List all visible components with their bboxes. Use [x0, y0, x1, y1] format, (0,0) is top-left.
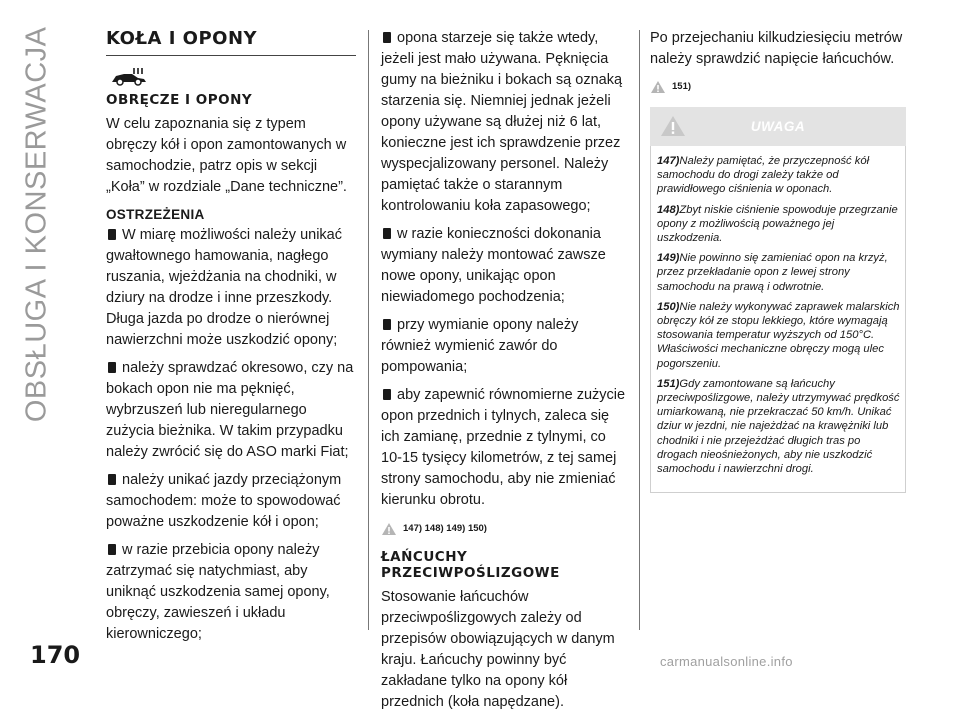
warning-item: 150)Nie należy wykonywać zaprawek malarskich obręczy kół ze stopu lekkiego, które wymagają stosowania temperatur wyższych od 150°C. Właściwości mechaniczne obręczy mogą ulec pogorszeniu. [657, 300, 900, 370]
warning-title: UWAGA [750, 119, 806, 134]
list-item: należy sprawdzać okresowo, czy na bokach opon nie ma pęknięć, wybrzuszeń lub nieregularnego zużycia bieżnika. W takim przypadku należy zwrócić się do ASO marki Fiat; [106, 360, 354, 460]
chapter-title: OBSŁUGA I KONSERWACJA [20, 26, 53, 423]
bullet-icon [383, 319, 391, 330]
warning-reference [650, 76, 906, 97]
subsection-title: ŁAŃCUCHY PRZECIWPOŚLIZGOWE [381, 549, 560, 581]
chapter-sidebar [14, 15, 54, 625]
column-1 [106, 28, 356, 652]
warning-triangle-icon [660, 115, 686, 137]
bullet-icon [108, 474, 116, 485]
page-number: 170 [30, 641, 81, 669]
reference-number: 151) [672, 81, 692, 92]
chains-tension-paragraph: Po przejechaniu kilkudziesięciu metrów należy sprawdzić napięcie łańcuchów. [650, 30, 903, 67]
bullet-icon [383, 389, 391, 400]
column-divider [368, 30, 369, 630]
list-item: aby zapewnić równomierne zużycie opon przednich i tylnych, zaleca się ich zamianę, przednie z tylnymi, co 10-15 tysięcy kilometrów, z tej samej strony samochodu, aby nie zmieniać kierunku obrotu. [381, 387, 626, 508]
car-service-icon [110, 66, 150, 86]
warning-reference [381, 518, 629, 539]
warning-item: 147)Należy pamiętać, że przyczepność kół samochodu do drogi zależy także od prawidłowego ciśnienia w oponach. [657, 155, 870, 196]
bullet-icon [383, 228, 391, 239]
subsection-title: OBRĘCZE I OPONY [106, 92, 253, 108]
reference-numbers: 147) 148) 149) 150) [403, 523, 487, 534]
warning-triangle-icon [650, 80, 666, 94]
list-item: należy unikać jazdy przeciążonym samochodem: może to spowodować poważne uszkodzenie kół i opon; [106, 472, 342, 530]
column-3 [650, 28, 906, 493]
list-item: w razie konieczności dokonania wymiany należy montować zawsze nowe opony, unikając opon niewiadomego pochodzenia; [381, 226, 606, 305]
list-item: w razie przebicia opony należy zatrzymać się natychmiast, aby uniknąć uszkodzenia samej opony, obręczy, zawieszeń i układu kierowniczego; [106, 542, 330, 642]
warning-item: 148)Zbyt niskie ciśnienie spowoduje przegrzanie opony z możliwością poważnego jej uszkodzenia. [657, 203, 898, 245]
warnings-label: OSTRZEŻENIA [106, 207, 205, 222]
column-2 [381, 28, 629, 719]
chains-paragraph: Stosowanie łańcuchów przeciwpoślizgowych zależy od przepisów obowiązujących w danym kraju. Łańcuchy powinny być zakładane tylko na opony kół przednich (koła napędzane). [381, 589, 615, 710]
list-item: W miarę możliwości należy unikać gwałtownego hamowania, nagłego ruszania, wjeżdżania na chodniki, w dziury na drodze i inne przeszkody. Długa jazda po drodze o nierównej nawierzchni może uszkodzić opony; [106, 227, 342, 348]
watermark: carmanualsonline.info [660, 654, 793, 669]
list-item: opona starzeje się także wtedy, jeżeli jest mało używana. Pęknięcia gumy na bieżniku i bokach są oznaką starzenia się. Niemniej jednak jeżeli opony używane są dłużej niż 6 lat, konieczne jest ich sprawdzenie przez wyspecjalizowany personel. Należy pamiętać także o starannym kontrolowaniu koła zapasowego; [381, 30, 623, 214]
warning-list [650, 146, 906, 493]
list-item: przy wymianie opony należy również wymienić zawór do pompowania; [381, 317, 579, 375]
bullet-icon [108, 362, 116, 373]
intro-paragraph: W celu zapoznania się z typem obręczy kół i opon zamontowanych w samochodzie, patrz opis w sekcji „Koła” w rozdziale „Dane techniczne”. [106, 116, 347, 195]
warning-triangle-icon [381, 522, 397, 536]
warning-item: 149)Nie powinno się zamieniać opon na krzyż, przez przekładanie opon z lewej strony samochodu na prawą i odwrotnie. [657, 252, 888, 293]
bullet-icon [383, 32, 391, 43]
section-title: KOŁA I OPONY [106, 28, 356, 56]
warning-header [650, 107, 906, 146]
warning-box [650, 107, 906, 493]
warning-item: 151)Gdy zamontowane są łańcuchy przeciwpoślizgowe, należy utrzymywać prędkość umiarkowaną, nie przekraczać 50 km/h. Unikać dziur w jezdni, nie najeżdżać na krawężniki lub chodniki i nie przejeżdżać długich tras po drogach nieośnieżonych, aby nie uszkodzić samochodu i nawierzchni drogi. [657, 377, 900, 476]
column-divider [639, 30, 640, 630]
bullet-icon [108, 544, 116, 555]
bullet-icon [108, 229, 116, 240]
